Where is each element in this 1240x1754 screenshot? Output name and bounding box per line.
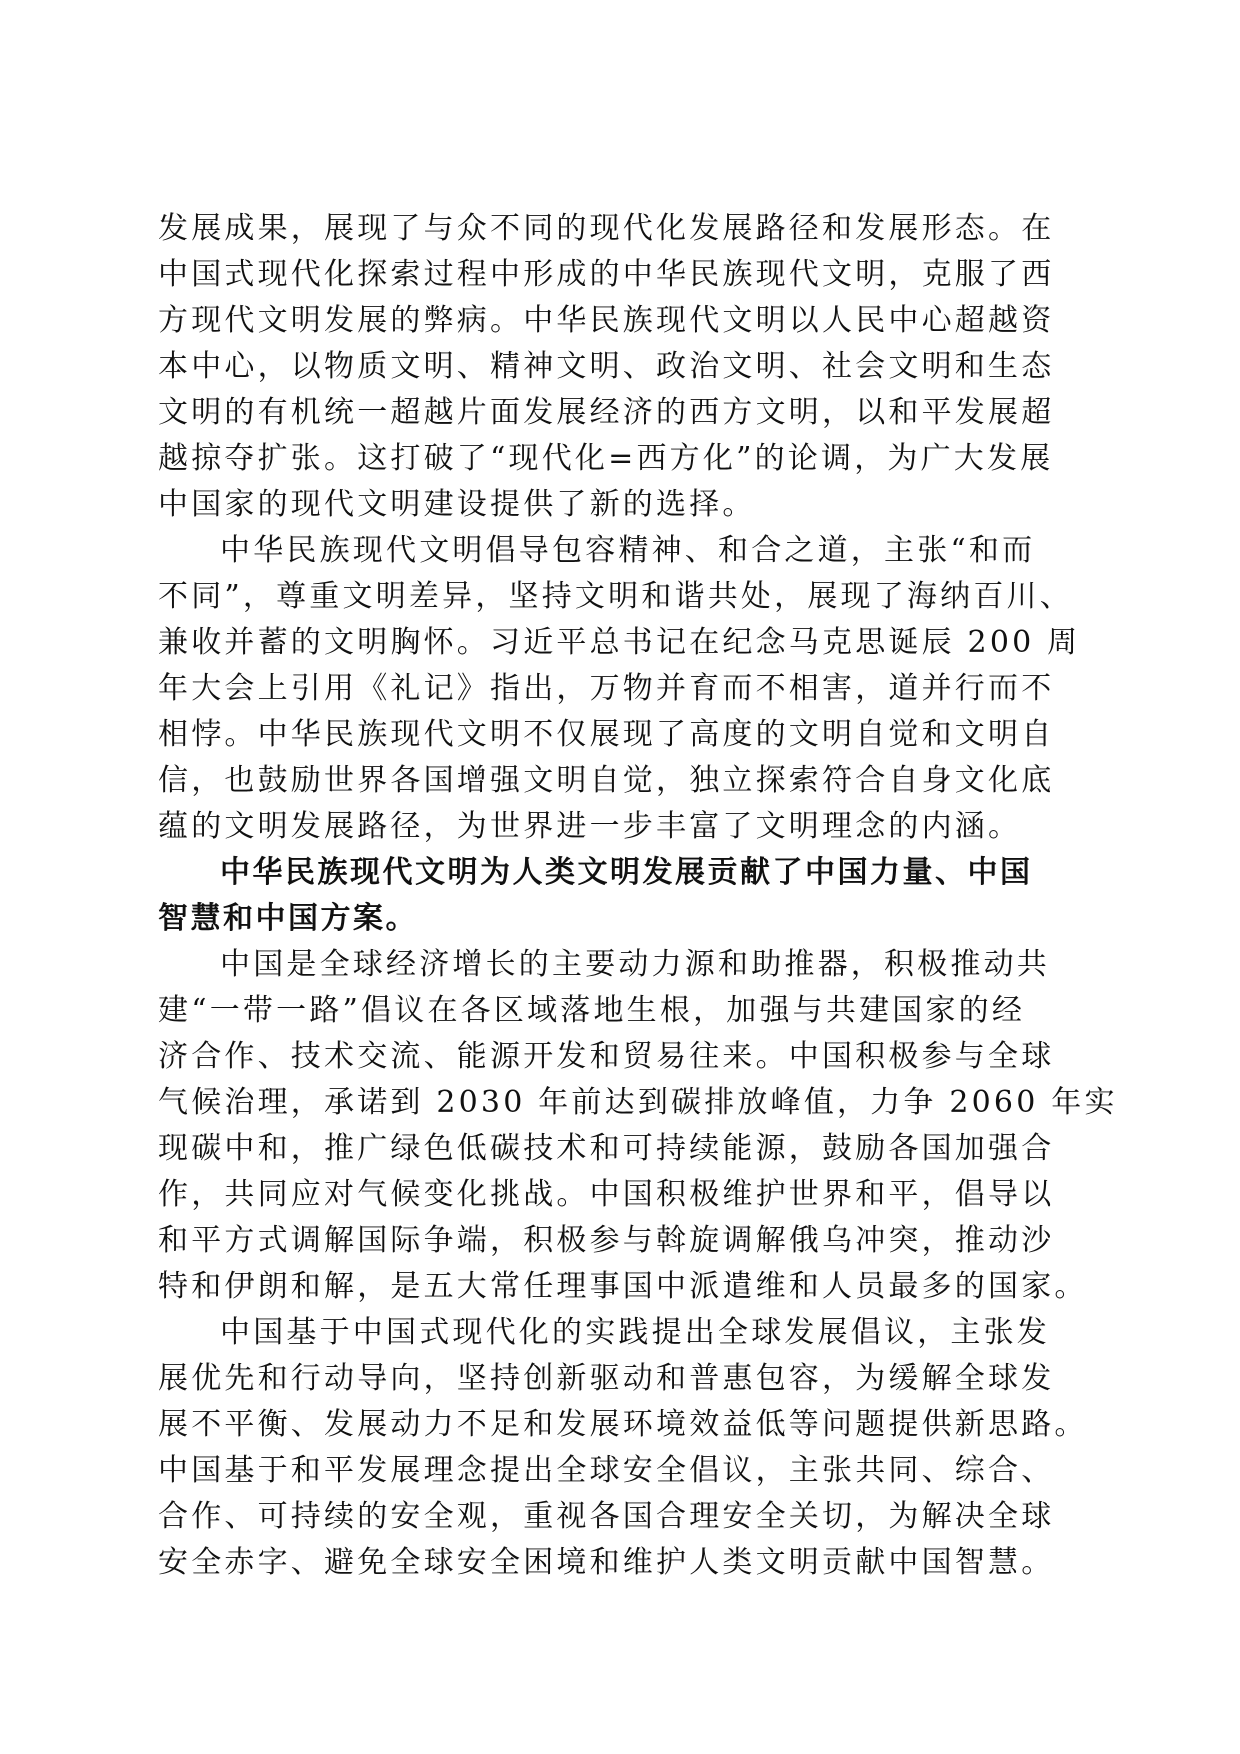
section-heading-line: 智慧和中国方案。 [158, 901, 418, 936]
text-line: 蕴的文明发展路径，为世界进一步丰富了文明理念的内涵。 [158, 809, 1022, 844]
section-heading: 中华民族现代文明为人类文明发展贡献了中国力量、中国 [220, 855, 1033, 890]
text-line: 中国基于和平发展理念提出全球安全倡议，主张共同、综合、 [158, 1453, 1055, 1488]
text-line: 方现代文明发展的弊病。中华民族现代文明以人民中心超越资 [158, 303, 1055, 338]
text-line: 特和伊朗和解，是五大常任理事国中派遣维和人员最多的国家。 [158, 1269, 1088, 1304]
text-line: 气候治理，承诺到 2030 年前达到碳排放峰值，力争 2060 年实 [158, 1085, 1118, 1120]
text-line: 建“一带一路”倡议在各区域落地生根，加强与共建国家的经 [158, 993, 1026, 1028]
text-line: 安全赤字、避免全球安全困境和维护人类文明贡献中国智慧。 [158, 1545, 1055, 1580]
text-line: 现碳中和，推广绿色低碳技术和可持续能源，鼓励各国加强合 [158, 1131, 1055, 1166]
paragraph-first-line: 中华民族现代文明倡导包容精神、和合之道，主张“和而 [220, 533, 1036, 568]
text-line: 合作、可持续的安全观，重视各国合理安全关切，为解决全球 [158, 1499, 1055, 1534]
text-line: 年大会上引用《礼记》指出，万物并育而不相害，道并行而不 [158, 671, 1055, 706]
text-line: 本中心，以物质文明、精神文明、政治文明、社会文明和生态 [158, 349, 1055, 384]
paragraph-first-line: 中国基于中国式现代化的实践提出全球发展倡议，主张发 [220, 1315, 1050, 1350]
text-line: 济合作、技术交流、能源开发和贸易往来。中国积极参与全球 [158, 1039, 1055, 1074]
text-line: 信，也鼓励世界各国增强文明自觉，独立探索符合自身文化底 [158, 763, 1055, 798]
text-line: 不同”，尊重文明差异，坚持文明和谐共处，展现了海纳百川、 [158, 579, 1073, 614]
paragraph-first-line: 中国是全球经济增长的主要动力源和助推器，积极推动共 [220, 947, 1050, 982]
text-line: 和平方式调解国际争端，积极参与斡旋调解俄乌冲突，推动沙 [158, 1223, 1055, 1258]
text-line: 文明的有机统一超越片面发展经济的西方文明，以和平发展超 [158, 395, 1055, 430]
text-line: 展不平衡、发展动力不足和发展环境效益低等问题提供新思路。 [158, 1407, 1088, 1442]
text-line: 中国式现代化探索过程中形成的中华民族现代文明，克服了西 [158, 257, 1055, 292]
text-line: 作，共同应对气候变化挑战。中国积极维护世界和平，倡导以 [158, 1177, 1055, 1212]
text-line: 相悖。中华民族现代文明不仅展现了高度的文明自觉和文明自 [158, 717, 1055, 752]
text-line: 兼收并蓄的文明胸怀。习近平总书记在纪念马克思诞辰 200 周 [158, 625, 1081, 660]
text-line: 展优先和行动导向，坚持创新驱动和普惠包容，为缓解全球发 [158, 1361, 1055, 1396]
text-line: 越掠夺扩张。这打破了“现代化=西方化”的论调，为广大发展 [158, 441, 1054, 476]
text-line: 发展成果，展现了与众不同的现代化发展路径和发展形态。在 [158, 211, 1055, 246]
text-line: 中国家的现代文明建设提供了新的选择。 [158, 487, 756, 522]
